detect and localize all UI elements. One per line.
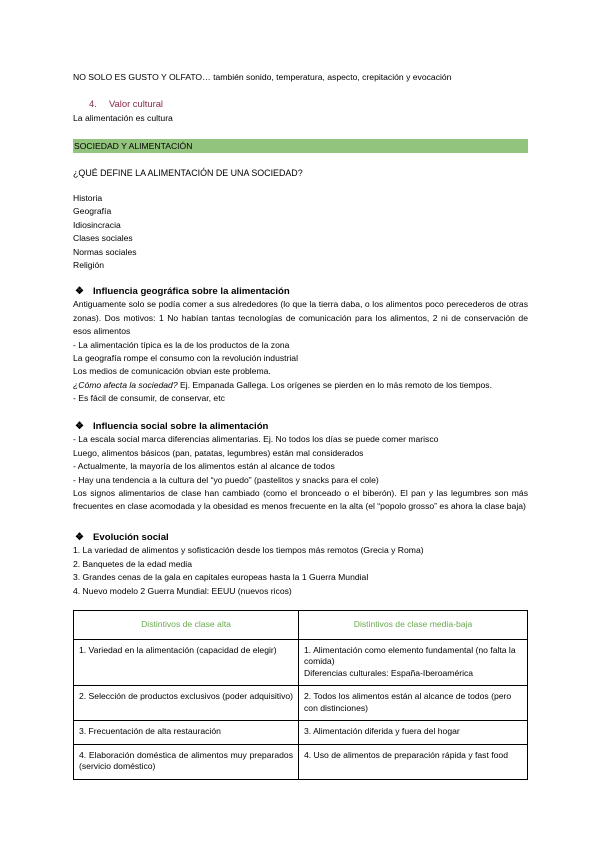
table-cell: 2. Todos los alimentos están al alcance de todos (pero con distinciones) [299, 686, 528, 721]
geo-question-rest: Ej. Empanada Gallega. Los orígenes se pierden en lo más remoto de los tiempos. [177, 379, 492, 390]
table-cell: 4. Uso de alimentos de preparación rápida y fast food [299, 744, 528, 779]
intro-text: NO SOLO ES GUSTO Y OLFATO… también sonido, temperatura, aspecto, crepitación y evocación [73, 72, 452, 82]
evolution-item: 2. Banquetes de la edad media [73, 558, 192, 569]
table-header-upper-class: Distintivos de clase alta [74, 611, 299, 640]
geo-line: - La alimentación típica es la de los productos de la zona [73, 339, 290, 350]
table-row [74, 639, 528, 686]
geo-question-line [73, 379, 528, 392]
table-cell: 1. Variedad en la alimentación (capacidad de elegir) [74, 639, 299, 686]
section-question: ¿QUÉ DEFINE LA ALIMENTACIÓN DE UNA SOCIEDAD? [73, 168, 303, 178]
factors-list [73, 192, 137, 272]
table-cell: 4. Elaboración doméstica de alimentos muy preparados (servicio doméstico) [74, 744, 299, 779]
diamond-bullet-icon: ❖ [75, 532, 84, 543]
table-row [74, 721, 528, 745]
factor-item: Idiosincracia [73, 219, 121, 230]
table-cell: 2. Selección de productos exclusivos (poder adquisitivo) [74, 686, 299, 721]
evolution-heading-text: Evolución social [93, 532, 169, 543]
social-heading [73, 420, 528, 433]
geo-line: La geografía rompe el consumo con la revolución industrial [73, 353, 298, 364]
evolution-item: 1. La variedad de alimentos y sofisticación desde los tiempos más remotos (Grecia y Roma) [73, 545, 424, 556]
factor-item: Geografía [73, 206, 112, 217]
evolution-heading [73, 531, 528, 544]
geo-paragraph: Antiguamente solo se podía comer a sus alrededores (lo que la tierra daba, o los alimentos poco perecederos de otras zonas). Dos motivos: 1 No habían tantas tecnologías de comunicación para los alimentos, 2 ni de conservación de esos alimentos [73, 299, 528, 337]
geo-line: - Es fácil de consumir, de conservar, etc [73, 393, 225, 404]
table-cell [299, 639, 528, 686]
social-line: Luego, alimentos básicos (pan, patatas, legumbres) están mal considerados [73, 447, 364, 458]
social-line: - Actualmente, la mayoría de los alimentos están al alcance de todos [73, 461, 335, 472]
table-header-row [74, 611, 528, 640]
table-cell: 3. Frecuentación de alta restauración [74, 721, 299, 745]
factor-item: Clases sociales [73, 233, 133, 244]
geo-section [73, 285, 528, 406]
diamond-bullet-icon: ❖ [75, 421, 84, 432]
table-cell: 3. Alimentación diferida y fuera del hogar [299, 721, 528, 745]
social-paragraph: Los signos alimentarios de clase han cambiado (como el bronceado o el biberón). El pan y las legumbres son más frecuentes en clase acomodada y la obesidad es menos frecuente en la alta (el “popolo grosso” es ahora la clase baja) [73, 488, 528, 512]
social-heading-text: Influencia social sobre la alimentación [93, 421, 269, 432]
social-section [73, 420, 528, 514]
factor-item: Normas sociales [73, 246, 137, 257]
social-line: - La escala social marca diferencias alimentarias. Ej. No todos los días se puede comer marisco [73, 434, 439, 445]
geo-question-italic: ¿Cómo afecta la sociedad? [73, 379, 178, 390]
geo-heading [73, 285, 528, 298]
valor-cultural-number: 4. [89, 98, 97, 109]
section-title-bar: SOCIEDAD Y ALIMENTACIÓN [73, 139, 528, 153]
table-cell-line: 1. Alimentación como elemento fundamental (no falta la comida) [304, 644, 516, 666]
valor-cultural-text: La alimentación es cultura [73, 113, 173, 123]
evolution-item: 4. Nuevo modelo 2 Guerra Mundial: EEUU (nuevos ricos) [73, 585, 292, 596]
valor-cultural-label: Valor cultural [109, 98, 164, 109]
diamond-bullet-icon: ❖ [75, 286, 84, 297]
class-distinctives-table [73, 610, 528, 780]
social-line: - Hay una tendencia a la cultura del “yo puedo” (pastelitos y snacks para el cole) [73, 474, 379, 485]
geo-heading-text: Influencia geográfica sobre la alimentación [93, 286, 290, 297]
table-cell-line: Diferencias culturales: España-Iberoamérica [304, 667, 474, 678]
evolution-item: 3. Grandes cenas de la gala en capitales europeas hasta la 1 Guerra Mundial [73, 572, 369, 583]
factor-item: Historia [73, 193, 103, 203]
table-header-lower-class: Distintivos de clase media-baja [299, 611, 528, 640]
table-row [74, 744, 528, 779]
factor-item: Religión [73, 260, 105, 271]
table-row [74, 686, 528, 721]
geo-line: Los medios de comunicación obvian este problema. [73, 366, 271, 377]
evolution-section [73, 531, 528, 598]
valor-cultural-heading [89, 98, 163, 109]
